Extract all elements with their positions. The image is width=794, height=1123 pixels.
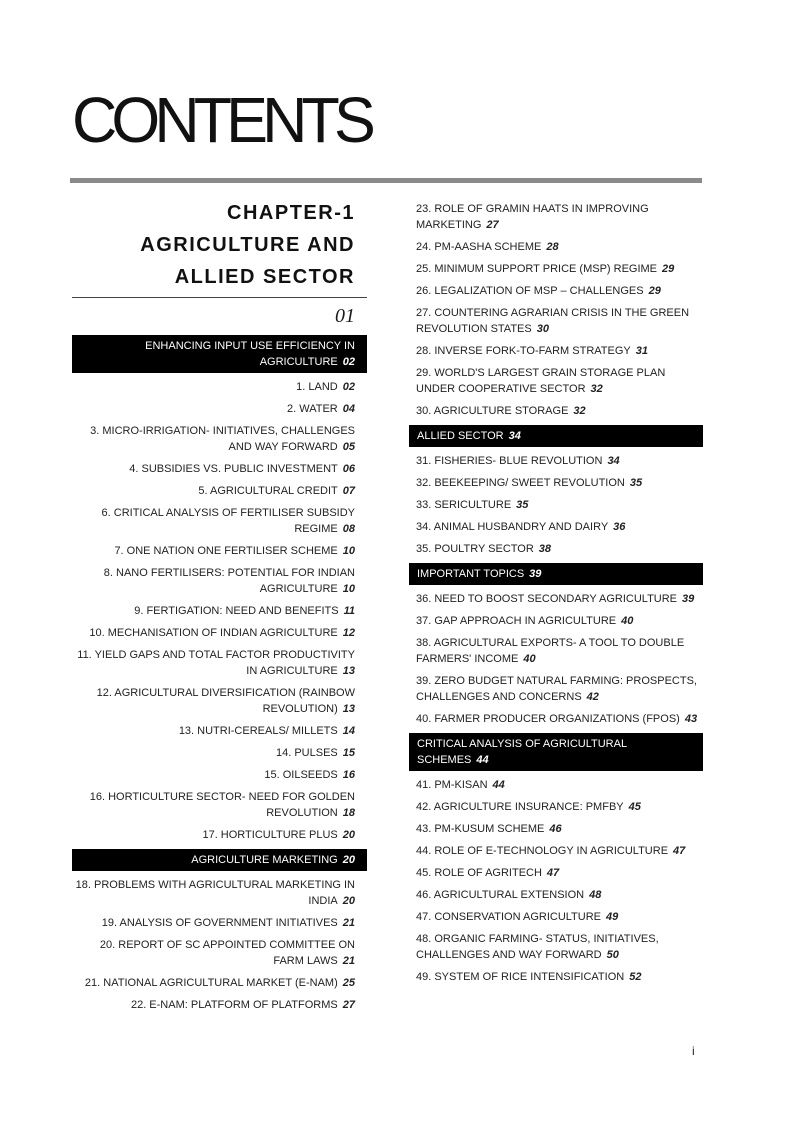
toc-entry-title: 8. NANO FERTILISERS: POTENTIAL FOR INDIAN AGRICULTURE bbox=[103, 567, 355, 595]
toc-entry bbox=[409, 453, 703, 469]
toc-entry-title: 19. ANALYSIS OF GOVERNMENT INITIATIVES bbox=[101, 917, 338, 929]
toc-entry-title: 30. AGRICULTURE STORAGE bbox=[416, 405, 569, 417]
toc-entry-title: 36. NEED TO BOOST SECONDARY AGRICULTURE bbox=[416, 593, 678, 605]
section-title: CRITICAL ANALYSIS OF AGRICULTURAL SCHEMES bbox=[417, 738, 627, 766]
toc-entry-title: 24. PM-AASHA SCHEME bbox=[416, 241, 542, 253]
toc-entry bbox=[409, 613, 703, 629]
toc-page-number: 45 bbox=[628, 801, 641, 813]
toc-entry bbox=[72, 379, 367, 395]
toc-entry bbox=[409, 843, 703, 859]
toc-entry bbox=[72, 647, 367, 679]
toc-page-number: 47 bbox=[673, 845, 686, 857]
toc-page-number: 50 bbox=[606, 949, 619, 961]
toc-entry bbox=[72, 505, 367, 537]
toc-page-number: 11 bbox=[343, 605, 355, 617]
toc-entry bbox=[409, 673, 703, 705]
toc-entry-title: 46. AGRICULTURAL EXTENSION bbox=[416, 889, 585, 901]
toc-page-number: 04 bbox=[342, 403, 355, 415]
toc-entry-title: 5. AGRICULTURAL CREDIT bbox=[198, 485, 338, 497]
toc-entry-title: 33. SERICULTURE bbox=[416, 499, 512, 511]
right-column bbox=[409, 195, 703, 991]
toc-entry bbox=[72, 975, 367, 991]
chapter-label: CHAPTER-1 bbox=[227, 202, 355, 224]
toc-entry bbox=[409, 591, 703, 607]
toc-page-number: 28 bbox=[546, 241, 559, 253]
toc-page-number: 12 bbox=[342, 627, 355, 639]
toc-page-number: 49 bbox=[606, 911, 619, 923]
toc-entry-title: 37. GAP APPROACH IN AGRICULTURE bbox=[416, 615, 617, 627]
toc-page-number: 39 bbox=[529, 568, 542, 580]
section-heading bbox=[72, 849, 367, 871]
contents-title: CONTENTS bbox=[72, 84, 370, 156]
toc-entry-title: 15. OILSEEDS bbox=[264, 769, 338, 781]
toc-entry-title: 12. AGRICULTURAL DIVERSIFICATION (RAINBOW REVOLUTION) bbox=[96, 687, 355, 715]
toc-page-number: 34 bbox=[508, 430, 521, 442]
toc-entry-title: 7. ONE NATION ONE FERTILISER SCHEME bbox=[114, 545, 338, 557]
toc-page-number: 20 bbox=[342, 895, 355, 907]
toc-page-number: 05 bbox=[342, 441, 355, 453]
toc-entry-title: 21. NATIONAL AGRICULTURAL MARKET (E-NAM) bbox=[84, 977, 338, 989]
toc-entry-title: 17. HORTICULTURE PLUS bbox=[202, 829, 338, 841]
toc-entry-title: 18. PROBLEMS WITH AGRICULTURAL MARKETING IN INDIA bbox=[75, 879, 355, 907]
page-number: i bbox=[692, 1044, 695, 1058]
chapter-title-line1: AGRICULTURE AND bbox=[140, 234, 355, 256]
toc-entry bbox=[409, 519, 703, 535]
toc-page-number: 31 bbox=[635, 345, 648, 357]
toc-entry-title: 26. LEGALIZATION OF MSP – CHALLENGES bbox=[416, 285, 644, 297]
toc-entry-title: 49. SYSTEM OF RICE INTENSIFICATION bbox=[416, 971, 625, 983]
toc-entry bbox=[72, 625, 367, 641]
section-title: IMPORTANT TOPICS bbox=[417, 568, 525, 580]
toc-entry bbox=[409, 711, 703, 727]
toc-entry-title: 48. ORGANIC FARMING- STATUS, INITIATIVES, CHALLENGES AND WAY FORWARD bbox=[416, 933, 659, 961]
toc-entry bbox=[72, 543, 367, 559]
toc-page-number: 48 bbox=[589, 889, 602, 901]
toc-page-number: 02 bbox=[342, 356, 355, 368]
left-toc-list bbox=[72, 335, 367, 1013]
toc-entry-title: 31. FISHERIES- BLUE REVOLUTION bbox=[416, 455, 603, 467]
toc-entry bbox=[72, 767, 367, 783]
toc-entry-title: 6. CRITICAL ANALYSIS OF FERTILISER SUBSIDY REGIME bbox=[101, 507, 355, 535]
toc-page-number: 38 bbox=[538, 543, 552, 555]
toc-entry-title: 13. NUTRI-CEREALS/ MILLETS bbox=[178, 725, 338, 737]
toc-entry-title: 27. COUNTERING AGRARIAN CRISIS IN THE GREEN REVOLUTION STATES bbox=[416, 307, 690, 335]
toc-page-number: 29 bbox=[648, 285, 661, 297]
toc-entry bbox=[409, 475, 703, 491]
toc-entry-title: 29. WORLD'S LARGEST GRAIN STORAGE PLAN UNDER COOPERATIVE SECTOR bbox=[416, 367, 666, 395]
chapter-number: 01 bbox=[335, 305, 355, 327]
toc-entry bbox=[72, 603, 367, 619]
toc-entry-title: 23. ROLE OF GRAMIN HAATS IN IMPROVING MARKETING bbox=[416, 203, 649, 231]
toc-page-number: 30 bbox=[536, 323, 549, 335]
toc-page-number: 40 bbox=[523, 653, 536, 665]
toc-entry-title: 1. LAND bbox=[296, 381, 338, 393]
toc-entry-title: 9. FERTIGATION: NEED AND BENEFITS bbox=[134, 605, 339, 617]
toc-page-number: 32 bbox=[573, 405, 586, 417]
toc-entry-title: 10. MECHANISATION OF INDIAN AGRICULTURE bbox=[89, 627, 338, 639]
toc-entry bbox=[409, 541, 703, 557]
toc-page-number: 46 bbox=[549, 823, 562, 835]
toc-page-number: 47 bbox=[546, 867, 560, 879]
toc-page-number: 35 bbox=[629, 477, 643, 489]
toc-entry-title: 42. AGRICULTURE INSURANCE: PMFBY bbox=[416, 801, 624, 813]
toc-entry-title: 22. E-NAM: PLATFORM OF PLATFORMS bbox=[130, 999, 338, 1011]
toc-entry-title: 32. BEEKEEPING/ SWEET REVOLUTION bbox=[416, 477, 625, 489]
toc-page-number: 16 bbox=[342, 769, 355, 781]
toc-page-number: 27 bbox=[342, 999, 355, 1011]
toc-page-number: 13 bbox=[342, 703, 355, 715]
section-heading bbox=[72, 335, 367, 373]
toc-page-number: 52 bbox=[629, 971, 642, 983]
toc-entry bbox=[72, 827, 367, 843]
toc-page-number: 15 bbox=[342, 747, 355, 759]
toc-entry-title: 40. FARMER PRODUCER ORGANIZATIONS (FPOS) bbox=[416, 713, 680, 725]
toc-entry-title: 38. AGRICULTURAL EXPORTS- A TOOL TO DOUBLE FARMERS' INCOME bbox=[416, 637, 685, 665]
section-title: ALLIED SECTOR bbox=[417, 430, 504, 442]
toc-page-number: 18 bbox=[342, 807, 355, 819]
toc-entry bbox=[72, 745, 367, 761]
toc-page-number: 07 bbox=[342, 485, 355, 497]
toc-entry bbox=[409, 261, 703, 277]
toc-page-number: 02 bbox=[342, 381, 355, 393]
toc-page-number: 39 bbox=[682, 593, 695, 605]
right-toc-list bbox=[409, 201, 703, 985]
toc-entry bbox=[409, 283, 703, 299]
toc-entry-title: 34. ANIMAL HUSBANDRY AND DAIRY bbox=[416, 521, 609, 533]
toc-entry bbox=[409, 343, 703, 359]
toc-page-number: 06 bbox=[342, 463, 355, 475]
toc-entry bbox=[409, 305, 703, 337]
section-title: ENHANCING INPUT USE EFFICIENCY IN AGRICULTURE bbox=[145, 340, 355, 368]
toc-entry bbox=[72, 461, 367, 477]
toc-page-number: 44 bbox=[492, 779, 505, 791]
toc-entry-title: 39. ZERO BUDGET NATURAL FARMING: PROSPECTS, CHALLENGES AND CONCERNS bbox=[416, 675, 697, 703]
toc-entry-title: 20. REPORT OF SC APPOINTED COMMITTEE ON FARM LAWS bbox=[99, 939, 355, 967]
toc-entry-title: 4. SUBSIDIES VS. PUBLIC INVESTMENT bbox=[129, 463, 338, 475]
top-rule bbox=[70, 178, 702, 183]
toc-entry bbox=[72, 685, 367, 717]
toc-entry bbox=[409, 777, 703, 793]
toc-entry-title: 25. MINIMUM SUPPORT PRICE (MSP) REGIME bbox=[416, 263, 658, 275]
toc-entry bbox=[72, 997, 367, 1013]
toc-entry bbox=[409, 969, 703, 985]
toc-entry bbox=[72, 915, 367, 931]
toc-page-number: 43 bbox=[684, 713, 698, 725]
toc-page-number: 27 bbox=[486, 219, 499, 231]
toc-entry-title: 35. POULTRY SECTOR bbox=[416, 543, 534, 555]
toc-entry bbox=[409, 799, 703, 815]
toc-entry bbox=[72, 789, 367, 821]
toc-page-number: 08 bbox=[342, 523, 355, 535]
toc-page-number: 42 bbox=[586, 691, 599, 703]
toc-entry bbox=[409, 635, 703, 667]
toc-entry bbox=[409, 365, 703, 397]
toc-entry-title: 3. MICRO-IRRIGATION- INITIATIVES, CHALLENGES AND WAY FORWARD bbox=[90, 425, 355, 453]
toc-page-number: 21 bbox=[342, 917, 355, 929]
toc-entry bbox=[72, 565, 367, 597]
left-column bbox=[72, 197, 367, 1019]
toc-page-number: 20 bbox=[342, 854, 355, 866]
toc-page-number: 36 bbox=[613, 521, 626, 533]
toc-page-number: 14 bbox=[342, 725, 355, 737]
toc-entry bbox=[72, 401, 367, 417]
section-title: AGRICULTURE MARKETING bbox=[191, 854, 338, 866]
toc-entry-title: 43. PM-KUSUM SCHEME bbox=[416, 823, 545, 835]
toc-entry bbox=[409, 403, 703, 419]
chapter-title-line2: ALLIED SECTOR bbox=[174, 266, 355, 288]
toc-entry-title: 47. CONSERVATION AGRICULTURE bbox=[416, 911, 602, 923]
toc-page-number: 21 bbox=[342, 955, 355, 967]
toc-entry bbox=[409, 201, 703, 233]
toc-entry-title: 11. YIELD GAPS AND TOTAL FACTOR PRODUCTIVITY IN AGRICULTURE bbox=[77, 649, 355, 677]
toc-entry bbox=[409, 887, 703, 903]
chapter-divider bbox=[72, 297, 367, 298]
toc-page-number: 35 bbox=[516, 499, 529, 511]
toc-page-number: 13 bbox=[342, 665, 355, 677]
toc-entry bbox=[72, 937, 367, 969]
section-heading bbox=[409, 733, 703, 771]
toc-entry bbox=[409, 931, 703, 963]
toc-entry bbox=[409, 865, 703, 881]
toc-entry-title: 14. PULSES bbox=[275, 747, 338, 759]
toc-entry bbox=[72, 877, 367, 909]
toc-page-number: 29 bbox=[662, 263, 675, 275]
toc-entry bbox=[72, 423, 367, 455]
toc-page-number: 44 bbox=[476, 754, 489, 766]
toc-page-number: 34 bbox=[607, 455, 620, 467]
toc-page-number: 10 bbox=[342, 583, 355, 595]
toc-entry bbox=[409, 239, 703, 255]
section-heading bbox=[409, 425, 703, 447]
toc-entry-title: 45. ROLE OF AGRITECH bbox=[416, 867, 542, 879]
toc-page-number: 40 bbox=[621, 615, 634, 627]
toc-entry-title: 28. INVERSE FORK-TO-FARM STRATEGY bbox=[416, 345, 631, 357]
toc-page-number: 10 bbox=[342, 545, 355, 557]
toc-entry bbox=[72, 483, 367, 499]
toc-page-number: 25 bbox=[342, 977, 355, 989]
toc-entry-title: 44. ROLE OF E-TECHNOLOGY IN AGRICULTURE bbox=[416, 845, 669, 857]
toc-entry bbox=[409, 497, 703, 513]
chapter-heading bbox=[72, 197, 367, 293]
toc-page-number: 20 bbox=[342, 829, 355, 841]
toc-entry bbox=[409, 909, 703, 925]
toc-entry bbox=[72, 723, 367, 739]
toc-entry-title: 41. PM-KISAN bbox=[416, 779, 488, 791]
section-heading bbox=[409, 563, 703, 585]
toc-entry-title: 2. WATER bbox=[287, 403, 338, 415]
toc-entry-title: 16. HORTICULTURE SECTOR- NEED FOR GOLDEN REVOLUTION bbox=[89, 791, 355, 819]
toc-entry bbox=[409, 821, 703, 837]
toc-page-number: 32 bbox=[590, 383, 603, 395]
